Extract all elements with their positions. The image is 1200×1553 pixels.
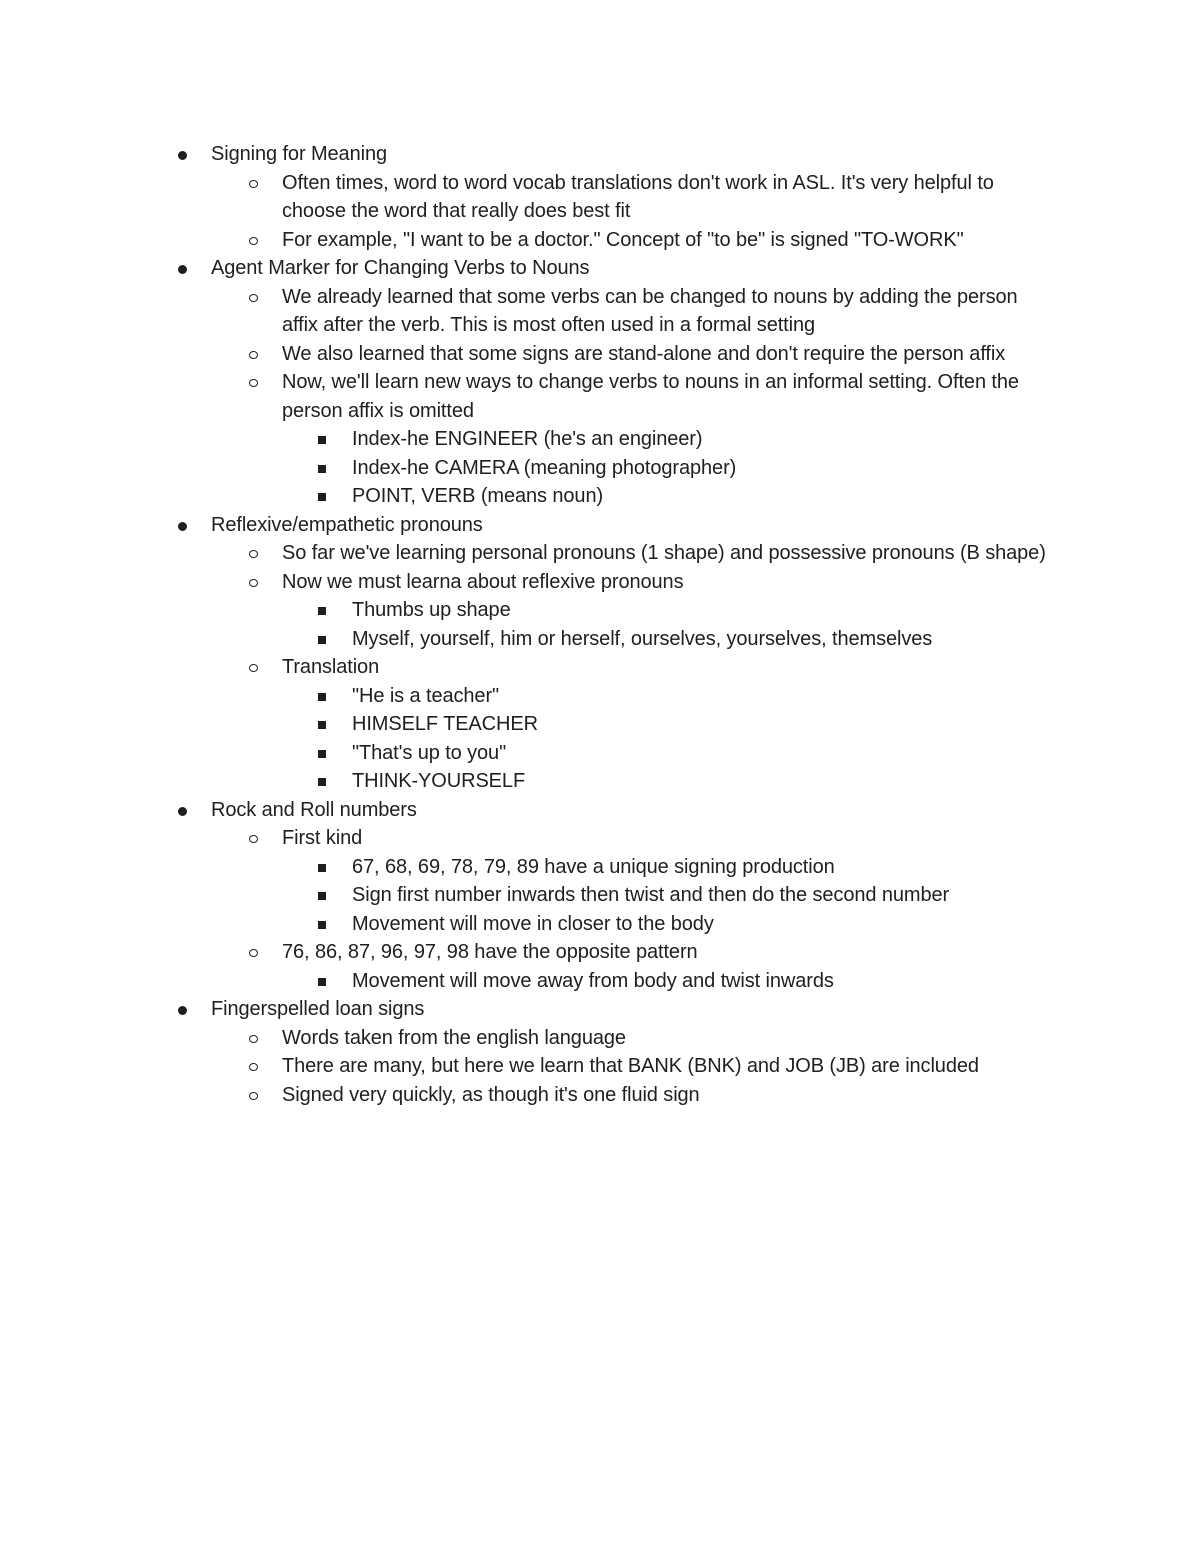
list-item-text: Often times, word to word vocab translations don't work in ASL. It's very helpful to choose the word that really does best fit bbox=[282, 171, 994, 222]
square-bullet-icon bbox=[318, 693, 326, 701]
section-heading bbox=[0, 254, 1051, 283]
sub-list-item bbox=[0, 710, 1052, 739]
list-item-text: We already learned that some verbs can be changed to nouns by adding the person affix after the verb. This is most often used in a formal setting bbox=[282, 285, 1018, 336]
list-item-text: There are many, but here we learn that BANK (BNK) and JOB (JB) are included bbox=[282, 1055, 979, 1077]
list-item bbox=[0, 653, 1054, 682]
hollow-bullet-icon bbox=[249, 550, 258, 558]
hollow-bullet-icon bbox=[249, 1092, 258, 1100]
filled-bullet-icon bbox=[178, 151, 187, 160]
square-bullet-icon bbox=[318, 978, 326, 986]
hollow-bullet-icon bbox=[249, 180, 258, 188]
filled-bullet-icon bbox=[178, 265, 187, 274]
sub-list-item-text: POINT, VERB (means noun) bbox=[352, 485, 604, 507]
sub-list-item-text: Index-he ENGINEER (he's an engineer) bbox=[352, 428, 703, 450]
hollow-bullet-icon bbox=[249, 379, 258, 387]
sub-list-item-text: Sign first number inwards then twist and then do the second number bbox=[352, 884, 950, 906]
sub-list-item bbox=[0, 739, 1052, 768]
sub-list-item bbox=[0, 767, 1052, 796]
section-heading-text: Agent Marker for Changing Verbs to Nouns bbox=[211, 257, 590, 279]
sub-list-item-text: THINK-YOURSELF bbox=[352, 770, 526, 792]
square-bullet-icon bbox=[318, 636, 326, 644]
hollow-bullet-icon bbox=[249, 579, 258, 587]
sub-list-item bbox=[0, 482, 1052, 511]
list-item bbox=[0, 1052, 1054, 1081]
hollow-bullet-icon bbox=[249, 237, 258, 245]
sub-list-item-text: Movement will move in closer to the body bbox=[352, 912, 714, 935]
section-heading bbox=[0, 995, 1051, 1024]
list-item-text: 76, 86, 87, 96, 97, 98 have the opposite pattern bbox=[282, 941, 698, 963]
list-item-text: Translation bbox=[282, 656, 380, 678]
list-item bbox=[0, 368, 1054, 425]
list-item-text: We also learned that some signs are stand-alone and don't require the person affix bbox=[282, 342, 1006, 365]
sub-list-item-text: Movement will move away from body and twist inwards bbox=[352, 969, 834, 992]
sub-list-item bbox=[0, 454, 1052, 483]
list-item bbox=[0, 226, 1054, 255]
hollow-bullet-icon bbox=[249, 1035, 258, 1043]
section-heading bbox=[0, 796, 1051, 825]
sub-list-item-text: Myself, yourself, him or herself, ourselves, yourselves, themselves bbox=[352, 627, 933, 650]
sub-list-item bbox=[0, 425, 1052, 454]
hollow-bullet-icon bbox=[249, 294, 258, 302]
section-heading bbox=[0, 511, 1051, 540]
square-bullet-icon bbox=[318, 778, 326, 786]
list-item bbox=[0, 169, 1054, 226]
list-item bbox=[0, 1024, 1054, 1053]
hollow-bullet-icon bbox=[249, 351, 258, 359]
list-item bbox=[0, 824, 1054, 853]
list-item-text: For example, "I want to be a doctor." Concept of "to be" is signed "TO-WORK" bbox=[282, 228, 964, 251]
section-heading-text: Rock and Roll numbers bbox=[211, 798, 417, 821]
filled-bullet-icon bbox=[178, 807, 187, 816]
sub-list-item bbox=[0, 881, 1052, 910]
list-item bbox=[0, 1081, 1054, 1110]
list-item-text: Now, we'll learn new ways to change verbs to nouns in an informal setting. Often the person affix is omitted bbox=[282, 371, 1019, 422]
square-bullet-icon bbox=[318, 721, 326, 729]
bullet-outline bbox=[0, 140, 1200, 1109]
section-heading-text: Fingerspelled loan signs bbox=[211, 998, 425, 1020]
hollow-bullet-icon bbox=[249, 1063, 258, 1071]
hollow-bullet-icon bbox=[249, 835, 258, 843]
square-bullet-icon bbox=[318, 892, 326, 900]
list-item-text: First kind bbox=[282, 827, 363, 849]
sub-list-item-text: 67, 68, 69, 78, 79, 89 have a unique signing production bbox=[352, 855, 835, 878]
sub-list-item-text: "That's up to you" bbox=[352, 741, 507, 764]
sub-list-item-text: "He is a teacher" bbox=[352, 684, 500, 707]
sub-list-item bbox=[0, 596, 1052, 625]
sub-list-item bbox=[0, 910, 1052, 939]
section-heading bbox=[0, 140, 1051, 169]
list-item-text: Words taken from the english language bbox=[282, 1026, 626, 1049]
filled-bullet-icon bbox=[178, 1006, 187, 1015]
list-item bbox=[0, 283, 1054, 340]
list-item-text: So far we've learning personal pronouns (1 shape) and possessive pronouns (B shape) bbox=[282, 542, 1046, 564]
filled-bullet-icon bbox=[178, 522, 187, 531]
square-bullet-icon bbox=[318, 607, 326, 615]
square-bullet-icon bbox=[318, 864, 326, 872]
sub-list-item bbox=[0, 967, 1052, 996]
sub-list-item bbox=[0, 853, 1052, 882]
sub-list-item-text: Thumbs up shape bbox=[352, 599, 511, 621]
square-bullet-icon bbox=[318, 493, 326, 501]
square-bullet-icon bbox=[318, 436, 326, 444]
square-bullet-icon bbox=[318, 921, 326, 929]
list-item-text: Now we must learna about reflexive pronouns bbox=[282, 570, 684, 593]
list-item-text: Signed very quickly, as though it's one fluid sign bbox=[282, 1083, 700, 1106]
list-item bbox=[0, 938, 1054, 967]
section-heading-text: Signing for Meaning bbox=[211, 143, 387, 165]
list-item bbox=[0, 568, 1054, 597]
sub-list-item-text: HIMSELF TEACHER bbox=[352, 713, 538, 735]
section-heading-text: Reflexive/empathetic pronouns bbox=[211, 513, 483, 536]
sub-list-item bbox=[0, 682, 1052, 711]
square-bullet-icon bbox=[318, 465, 326, 473]
hollow-bullet-icon bbox=[249, 949, 258, 957]
hollow-bullet-icon bbox=[249, 664, 258, 672]
square-bullet-icon bbox=[318, 750, 326, 758]
list-item bbox=[0, 539, 1054, 568]
sub-list-item bbox=[0, 625, 1052, 654]
list-item bbox=[0, 340, 1054, 369]
sub-list-item-text: Index-he CAMERA (meaning photographer) bbox=[352, 456, 737, 479]
